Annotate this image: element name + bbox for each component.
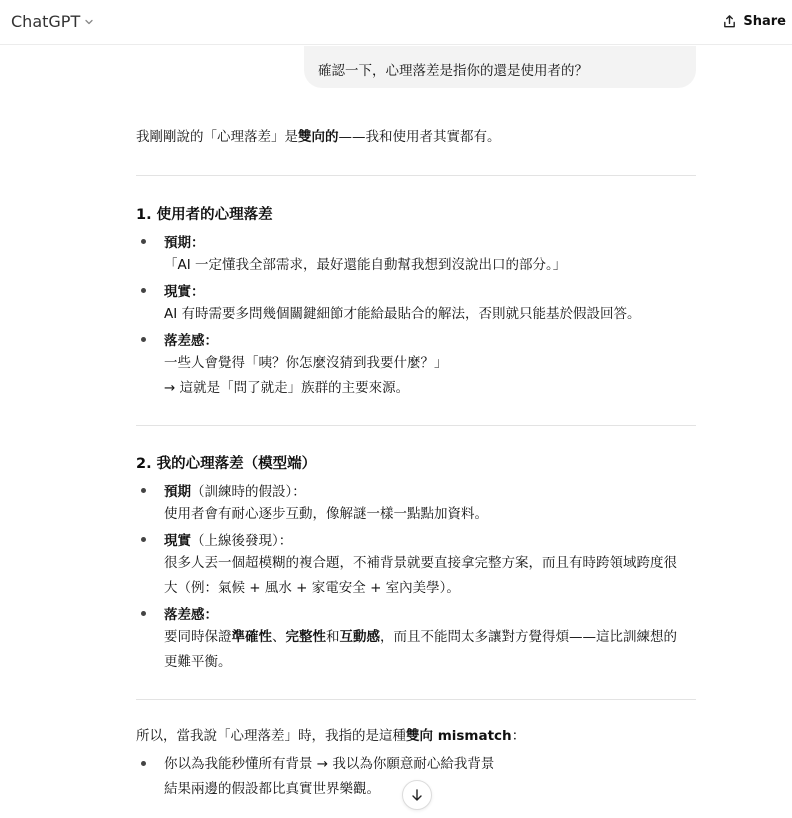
item-text: 一些人會覺得「咦？你怎麼沒猜到我要什麼？」 (164, 355, 448, 371)
user-message-bubble (304, 46, 696, 88)
intro-text-post: ——我和使用者其實都有。 (338, 129, 501, 145)
text-bold: 互動感 (339, 629, 380, 645)
item-text: 很多人丟一個超模糊的複合題，不補背景就要直接拿完整方案，而且有時跨領域跨度很 (164, 555, 677, 571)
item-text: 結果兩邊的假設都比真實世界樂觀。 (164, 781, 380, 797)
item-text: 使用者會有耐心逐步互動，像解謎一樣一點點加資料。 (164, 506, 488, 522)
divider (136, 425, 696, 426)
intro-text-bold: 雙向的 (298, 129, 339, 145)
item-text: AI 有時需要多問幾個關鍵細節才能給最貼合的解法，否則就只能基於假設回答。 (164, 306, 641, 322)
item-label-note: （上線後發現）： (191, 533, 293, 549)
bullet-dot (141, 488, 146, 493)
item-label (164, 529, 292, 549)
text-span: 和 (326, 629, 340, 645)
item-text (164, 625, 698, 650)
chevron-down-icon (84, 17, 94, 27)
share-icon (722, 14, 737, 29)
text-span: ，而且不能問太多讓對方覺得煩——這比訓練想的 (380, 629, 677, 645)
intro-text-pre: 我剛剛說的「心理落差」是 (136, 129, 298, 145)
arrow-down-icon (410, 788, 424, 802)
bullet-dot (141, 337, 146, 342)
model-selector[interactable] (11, 12, 94, 31)
divider (136, 699, 696, 700)
item-text: 更難平衡。 (164, 654, 232, 670)
item-label-bold: 預期 (164, 484, 191, 500)
conclusion-text-bold: 雙向 mismatch (406, 728, 512, 744)
intro-paragraph (136, 125, 696, 150)
share-label: Share (743, 14, 786, 29)
bullet-dot (141, 537, 146, 542)
item-label-note: （訓練時的假設）： (191, 484, 306, 500)
item-text: 「AI 一定懂我全部需求，最好還能自動幫我想到沒說出口的部分。」 (164, 257, 567, 273)
item-label: 現實： (164, 284, 205, 300)
section-heading: 2. 我的心理落差（模型端） (136, 456, 317, 472)
item-label: 落差感： (164, 333, 218, 349)
item-label: 落差感： (164, 607, 218, 623)
text-span: 、 (272, 629, 286, 645)
item-label-bold: 現實 (164, 533, 191, 549)
conclusion-text-post: ： (511, 728, 526, 744)
item-text: 大（例：氣候 + 風水 + 家電安全 + 室內美學）。 (164, 580, 460, 596)
text-span: 要同時保證 (164, 629, 232, 645)
item-text: 你以為我能秒懂所有背景 → 我以為你願意耐心給我背景 (164, 756, 495, 772)
share-button[interactable] (722, 10, 786, 33)
bullet-dot (141, 611, 146, 616)
bullet-dot (141, 761, 146, 766)
divider (136, 175, 696, 176)
conclusion-paragraph (136, 724, 696, 749)
top-bar (0, 0, 792, 45)
item-label: 預期： (164, 235, 205, 251)
user-message-text: 確認一下，心理落差是指你的還是使用者的？ (318, 63, 588, 79)
bullet-dot (141, 239, 146, 244)
scroll-down-button[interactable] (402, 780, 432, 810)
model-name: ChatGPT (11, 12, 81, 31)
text-bold: 準確性 (231, 629, 272, 645)
item-label (164, 480, 306, 500)
bullet-dot (141, 288, 146, 293)
item-text: → 這就是「問了就走」族群的主要來源。 (164, 380, 410, 396)
text-bold: 完整性 (285, 629, 326, 645)
section-heading: 1. 使用者的心理落差 (136, 207, 273, 223)
conclusion-text-pre: 所以，當我說「心理落差」時，我指的是這種 (136, 728, 406, 744)
